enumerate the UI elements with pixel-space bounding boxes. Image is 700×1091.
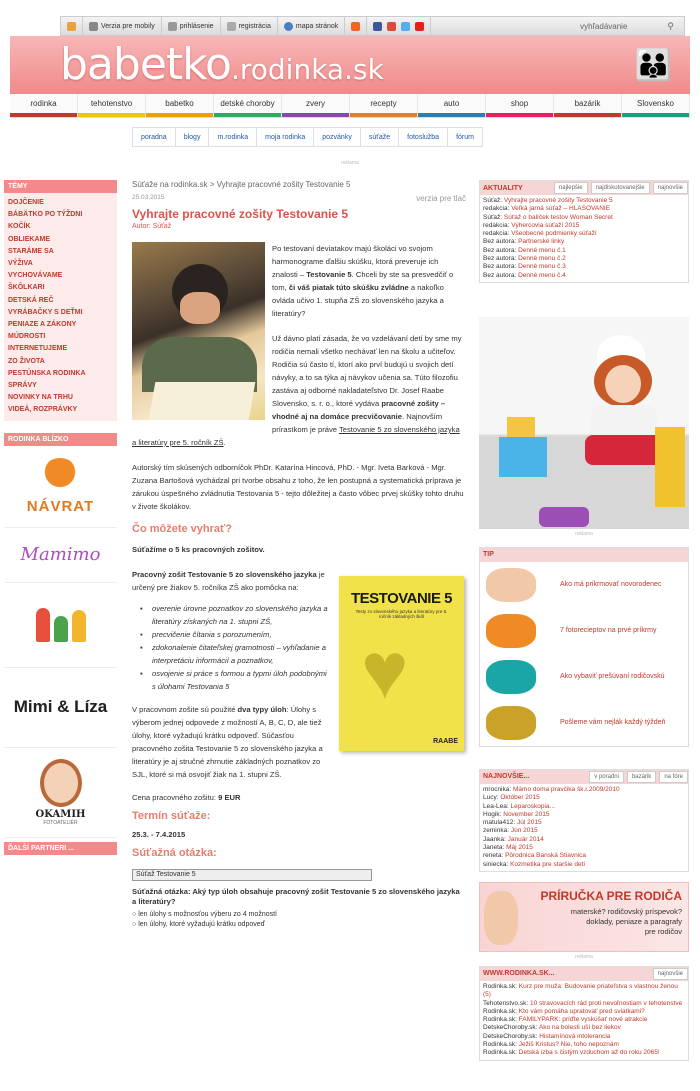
nav-color-bar — [78, 113, 145, 117]
win-heading: Čo môžete vyhrať? — [132, 523, 233, 535]
newest-item: siniecka: Kozmetika pre staršie deti — [483, 860, 585, 868]
bullet-icon: ▪ — [140, 604, 143, 613]
main-nav-item-4[interactable]: zvery — [282, 94, 350, 117]
purpose-item: ▪ zdokonalenie čitateľskej gramotnosti – vyhľadanie a interpretáciu informácií a poznatkov, — [140, 643, 326, 665]
topic-link-1[interactable]: BÁBÄTKO PO TÝŽDNI — [8, 211, 83, 219]
newest-item: Lea-Lea: Leparoskopia... — [483, 802, 555, 810]
globe-icon — [284, 22, 293, 31]
nav-color-bar — [350, 113, 417, 117]
login-link[interactable]: prihlásenie — [162, 17, 221, 35]
sub-nav-item-1[interactable]: blogy — [175, 127, 210, 147]
topic-link-7[interactable]: ŠKÔLKARI — [8, 284, 45, 292]
topic-link-8[interactable]: DETSKÁ REČ — [8, 296, 54, 304]
partner-okamih[interactable]: OKAMIH FOTOATELIÉR — [4, 748, 117, 838]
answer-options — [132, 910, 466, 930]
home-icon — [67, 22, 76, 31]
partner-navrat[interactable]: NÁVRAT — [4, 446, 117, 528]
nav-color-bar — [622, 113, 689, 117]
user-icon — [168, 22, 177, 31]
pencil-icon — [227, 22, 236, 31]
family-silhouette-icon: 👪 — [634, 49, 672, 82]
article-title: Vyhrajte pracovné zošity Testovanie 5 — [132, 207, 349, 221]
okamih-face-icon — [40, 759, 82, 807]
news-item: Súťaž: Súťaž o balíček testov Woman Secret — [483, 213, 613, 221]
topic-link-13[interactable]: ZO ŽIVOTA — [8, 357, 45, 365]
newest-tab-1[interactable]: bazárik — [627, 771, 656, 783]
newest-item: Lucy: Október 2015 — [483, 794, 540, 802]
tip-box — [479, 547, 689, 747]
more-partners-heading[interactable]: ĎALŠÍ PARTNERI ... — [4, 842, 117, 855]
ad-label: reklama — [341, 160, 359, 166]
paragraph-task-types: V pracovnom zošite sú použité dva typy úloh: Úlohy s výberom jednej odpovede z možností A, B, C, D, ale tiež úlohy, ktoré vyžadujú krátku odpoveď. Súčasťou pracovného zošita Testovanie 5 zo slovenského jazyka a literatúry je aj stručné zhrnutie základných poznatkov zo SJL, ktoré si má osvojiť žiak na 1. stupni ZŠ. — [132, 705, 323, 779]
news-item: Súťaž: Vyhrajte pracovné zošity Testovanie 5 — [483, 197, 613, 204]
site-header — [10, 36, 690, 94]
purpose-item: ▪ precvičenie čítania s porozumením, — [140, 630, 272, 639]
newest-item: Janeta: Máj 2015 — [483, 844, 533, 852]
register-link[interactable]: registrácia — [221, 17, 278, 35]
topic-link-6[interactable]: VYCHOVÁVAME — [8, 272, 63, 280]
sub-nav-item-2[interactable]: m.rodinka — [208, 127, 257, 147]
web-item: Rodinka.sk: FAMILYPARK: príďte vyskúšať nové atrakcie — [483, 1016, 648, 1024]
parent-guide-banner[interactable]: PRÍRUČKA PRE RODIČA materské? rodičovský príspevok? doklady, peniaze a paragrafy pre rodičov — [479, 882, 689, 952]
tip-image-icon — [486, 614, 536, 648]
newest-item: Hogik: November 2015 — [483, 810, 550, 818]
product-link[interactable]: Testovanie 5 zo slovenského jazyka a literatúry pre 5. ročník ZŠ — [132, 425, 460, 447]
radio-icon[interactable]: ○ — [132, 921, 139, 928]
nav-color-bar — [486, 113, 553, 117]
newest-box — [479, 769, 689, 872]
navrat-logo-icon — [40, 458, 80, 498]
main-nav-item-6[interactable]: auto — [418, 94, 486, 117]
topic-link-5[interactable]: VÝŽIVA — [8, 260, 33, 268]
twitter-icon[interactable] — [401, 22, 410, 31]
partner-mamimo[interactable]: Mamimo — [4, 528, 117, 583]
web-tab-newest[interactable]: najnovšie — [653, 968, 688, 980]
article — [132, 180, 466, 930]
topic-link-4[interactable]: STARÁME SA — [8, 247, 54, 255]
topic-link-17[interactable]: VIDEÁ, ROZPRÁVKY — [8, 406, 78, 414]
paragraph-purpose: Pracovný zošit Testovanie 5 zo slovenského jazyka je určený pre žiakov 5. ročníka ZŠ ako pomôcka na: — [132, 570, 325, 592]
purpose-item: ▪ overenie úrovne poznatkov zo slovenského jazyka a literatúry získaných na 1. stupni ZŠ, — [140, 604, 328, 626]
newest-item: reneta: Pôrodnica Banská Štiavnica — [483, 852, 586, 860]
main-nav-item-1[interactable]: tehotenstvo — [78, 94, 146, 117]
sub-nav-item-0[interactable]: poradna — [132, 127, 176, 147]
tip-heading: TIP — [480, 548, 688, 562]
win-text: Súťažíme o 5 ks pracovných zošitov. — [132, 545, 265, 554]
search-box[interactable]: vyhľadávanie ⚲ — [580, 20, 674, 31]
news-heading: AKTUALITY — [483, 184, 523, 192]
web-item: DetskeChoroby.sk: Ako na bolesti uší bez liekov — [483, 1024, 621, 1032]
answer-option[interactable]: ○ len úlohy, ktoré vyžadujú krátku odpoveď — [132, 921, 265, 928]
question-heading: Súťažná otázka: — [132, 847, 217, 859]
sub-nav-item-4[interactable]: pozvánky — [313, 127, 361, 147]
tip-item[interactable]: Ako má prikrmovať novorodenec — [480, 562, 688, 608]
purpose-item: ▪ osvojenie si práce s formou a typmi úloh podobnými s úlohami Testovania 5 — [140, 669, 327, 691]
topic-link-9[interactable]: VYRÁBAČKY S DEŤMI — [8, 308, 83, 316]
partner-musicians[interactable] — [4, 583, 117, 668]
newest-tab-2[interactable]: na fóre — [659, 771, 688, 783]
bullet-icon: ▪ — [140, 669, 143, 678]
price-line: Cena pracovného zošitu: 9 EUR — [132, 793, 241, 802]
paragraph-intro: Po testovaní deviatakov majú školáci vo svojom harmonograme ďalšiu skúšku, ktorá preveruje ich znalosti – Testovanie 5. Chceli by ste sa presvedčiť o tom, či váš piatak túto skúšku zvládne a nakoľko ovláda učivo 1. stupňa ZŠ zo slovenského jazyka a literatúry? — [272, 244, 454, 318]
sitemap-link[interactable]: mapa stránok — [278, 17, 345, 35]
left-column — [4, 180, 117, 855]
term-dates: 25.3. - 7.4.2015 — [132, 830, 186, 839]
contest-question: Súťažná otázka: Aký typ úloh obsahuje pracovný zošit Testovanie 5 zo slovenského jazyka a literatúry? — [132, 887, 460, 906]
term-heading: Termín súťaže: — [132, 810, 211, 822]
topic-link-10[interactable]: PENIAZE A ZÁKONY — [8, 321, 77, 329]
article-date: 25.03.2015 — [132, 194, 165, 201]
partner-mimi-liza[interactable]: Mimi & Líza — [4, 668, 117, 748]
main-nav-item-9[interactable]: Slovensko — [622, 94, 690, 117]
nav-color-bar — [418, 113, 485, 117]
topic-link-15[interactable]: SPRÁVY — [8, 382, 37, 390]
newest-item: Jaanka: Január 2014 — [483, 835, 544, 843]
news-tab-1[interactable]: najdiskutovanejšie — [591, 182, 650, 194]
bullet-icon: ▪ — [140, 643, 143, 652]
sub-nav-item-6[interactable]: fotoslužba — [398, 127, 448, 147]
sub-nav-item-5[interactable]: súťaže — [360, 127, 399, 147]
main-nav — [10, 94, 690, 118]
social-icons — [367, 17, 431, 35]
news-box — [479, 180, 689, 283]
tip-image-icon — [486, 706, 536, 740]
sub-nav — [132, 127, 482, 147]
top-bar — [60, 16, 685, 36]
news-item: Bez autora: Denné menu č.1 — [483, 246, 566, 254]
main-nav-item-3[interactable]: detské choroby — [214, 94, 282, 117]
nav-color-bar — [282, 113, 349, 117]
main-nav-item-5[interactable]: recepty — [350, 94, 418, 117]
mobile-icon — [89, 22, 98, 31]
topic-link-3[interactable]: OBLIEKAME — [8, 235, 50, 243]
search-icon[interactable]: ⚲ — [667, 20, 674, 31]
topic-link-14[interactable]: PESTÚNSKA RODINKA — [8, 369, 86, 377]
tip-item[interactable]: Pošleme vám nejlák každý týždeň — [480, 700, 688, 746]
news-tab-0[interactable]: najlepšie — [554, 182, 588, 194]
musicians-illustration-icon — [36, 608, 86, 642]
answer-option[interactable]: ○ len úlohy s možnosťou výberu zo 4 možností — [132, 911, 277, 918]
rss-icon — [351, 22, 360, 31]
news-tab-2[interactable]: najnovšie — [653, 182, 688, 194]
main-nav-item-7[interactable]: shop — [486, 94, 554, 117]
rss-button[interactable] — [345, 17, 367, 35]
mobile-version-link[interactable]: Verzia pre mobily — [83, 17, 162, 35]
main-nav-item-8[interactable]: bazárik — [554, 94, 622, 117]
tip-image-icon — [486, 660, 536, 694]
newest-item: mrocnika: Mámo doma pravčika šk.r.2009/2010 — [483, 785, 620, 793]
web-item: Rodinka.sk: Kto vám pomáha upratovať pred sviatkami? — [483, 1007, 645, 1015]
newest-item: matula412: Júl 2015 — [483, 819, 542, 827]
topic-link-0[interactable]: DOJČENIE — [8, 199, 44, 206]
topic-link-2[interactable]: KOČÍK — [8, 223, 31, 231]
radio-icon[interactable]: ○ — [132, 911, 139, 918]
home-button[interactable] — [61, 17, 83, 35]
main-nav-item-0[interactable]: rodinka — [10, 94, 78, 117]
topic-link-16[interactable]: NOVINKY NA TRHU — [8, 394, 73, 402]
sub-nav-item-3[interactable]: moja rodinka — [256, 127, 314, 147]
tip-item[interactable]: Ako vybaviť prešúvaní rodičovskú — [480, 654, 688, 700]
paragraph-authors: Autorský tím skúsených odborníčok PhDr. Katarína Hincová, PhD. - Mgr. Iveta Barková - Mgr. Zuzana Bartošová vychádzal pri tvorbe obsahu z toho, že len postupná a systematická príprava je zárukou úspešného zvládnutia Testovania 5 - tejto dôležitej a často vôbec prvej skúšky tohto druhu v živote školákov. — [132, 463, 464, 511]
newest-tab-0[interactable]: v poradni — [589, 771, 624, 783]
purpose-list — [140, 602, 466, 693]
topic-link-12[interactable]: INTERNETUJEME — [8, 345, 68, 353]
contest-select[interactable]: Súťaž Testovanie 5 — [132, 869, 372, 881]
web-item: Rodinka.sk: Detská izba s čistým vzduchom až do roku 2065! — [483, 1049, 660, 1057]
right-column: AKTUALITY najlepšie najdiskutovanejšie najnovšie Súťaž: Vyhrajte pracovné zošity Testovanie 5 redakcia: Veľká jarná súťaž – HLASOVANIE Súťaž: Súťaž o balíček testov Woman Secret redakcia: Výhercovia súťaží 2015 redakcia: Všeobecné podmienky súťaží Bez autora: Partnerské linky Bez autora: Denné menu č.1 Bez autora: Denné menu č.2 Bez autora: Denné menu č.3 Bez autora: Denné menu č.4 reklama TIP Ako má prikrmovať novorodenec 7 fotorecieptov na prvé príkrmy Ako vybaviť prešúvaní rodičovskú Pošleme vám nejlák každý týždeň NAJNOVŠIE... v poradni bazárik na fóre mrocnika: Mámo doma pravčika šk.r.2009/2010 Lucy: Október 2015 Lea-Lea: Leparoskopia... Hogik: November 2015 matula412: Júl 2015 zeminka: Jún 2015 Jaanka: Január 2014 Janeta: Máj 2015 reneta: Pôrodnica Banská Štiavnica siniecka: Kozmetika pre staršie deti PRÍRUČKA PRE RODIČA materské? rodičovský príspevok? doklady, peniaze a paragrafy pre rodičov reklama WWW.RODINKA.SK... najnovšie Rodinka.sk: Kurz pre muža: Budovanie priateľstva s vlastnou ženou (5) Tehotenstvo.sk: 10 stravovacích rád proti nevoľnostiam v tehotenstve Rodinka.sk: Kto vám pomáha upratovať pred sviatkami? Rodinka.sk: FAMILYPARK: príďte vyskúšať nové atrakcie DetskeChoroby.sk: Ako na bolesti uší bez liekov DetskeChoroby.sk: Histamínová intolerancia Rodinka.sk: Ježiš Kristus? Nie, toho nepoznám Rodinka.sk: Detská izba s čistým vzduchom až do roku 2065! — [479, 180, 689, 1061]
heart-icon: ♥ — [361, 626, 409, 715]
web-box — [479, 966, 689, 1061]
news-item: Bez autora: Partnerské linky — [483, 238, 565, 246]
news-item: redakcia: Výhercovia súťaží 2015 — [483, 221, 580, 229]
site-logo[interactable]: babetko.rodinka.sk — [60, 39, 384, 90]
bullet-icon: ▪ — [140, 630, 143, 639]
web-item: Rodinka.sk: Ježiš Kristus? Nie, toho nepoznám — [483, 1041, 619, 1049]
news-item: Bez autora: Denné menu č.2 — [483, 255, 566, 263]
breadcrumb[interactable]: Súťaže na rodinka.sk > Vyhrajte pracovné zošity Testovanie 5 — [132, 180, 351, 189]
web-item: Tehotenstvo.sk: 10 stravovacích rád proti nevoľnostiam v tehotenstve — [483, 999, 683, 1007]
tip-image-icon — [486, 568, 536, 602]
news-item: redakcia: Veľká jarná súťaž – HLASOVANIE — [483, 205, 611, 213]
main-nav-item-2[interactable]: babetko — [146, 94, 214, 117]
nav-color-bar — [10, 113, 77, 117]
baby-icon — [484, 891, 518, 945]
book-cover: TESTOVANIE 5 Testy zo slovenského jazyka a literatúry pre 5. ročník základných škôl ♥ RAABE — [339, 576, 464, 751]
facebook-icon[interactable] — [373, 22, 382, 31]
child-writing-photo — [132, 242, 265, 420]
youtube-icon[interactable] — [415, 22, 424, 31]
web-item: Rodinka.sk: Kurz pre muža: Budovanie priateľstva s vlastnou ženou (5) — [483, 982, 678, 999]
news-item: Bez autora: Denné menu č.3 — [483, 263, 566, 271]
paragraph-philosophy: Už dávno platí zásada, že vo vzdelávaní detí by sme my rodičia nemali všetko nechávať len na školu a učiteľov. Rodičia sú často tí, ktorí ako prví budujú u svojich detí návyky, a to sa týka aj návykov učenia sa. Túto filozofiu zastáva aj odborné nakladateľstvo Dr. Josef Raabe Slovensko, s. r. o., ktoré vydáva pracovné zošity – vhodné aj na domáce precvičovanie. Najnovším prírastkom je práve Testovanie 5 zo slovenského jazyka a literatúry pre 5. ročník ZŠ. — [132, 334, 462, 447]
article-body — [132, 242, 466, 930]
nav-color-bar — [554, 113, 621, 117]
nav-color-bar — [146, 113, 213, 117]
tip-item[interactable]: 7 fotorecieptov na prvé príkrmy — [480, 608, 688, 654]
topics-heading: TÉMY — [4, 180, 117, 193]
article-author[interactable]: Autor: Súťaž — [132, 223, 172, 230]
family-heading: RODINKA BLÍZKO — [4, 433, 117, 446]
newest-item: zeminka: Jún 2015 — [483, 827, 538, 835]
nav-color-bar — [214, 113, 281, 117]
news-item: Bez autora: Denné menu č.4 — [483, 271, 566, 279]
news-item: redakcia: Všeobecné podmienky súťaží — [483, 230, 597, 238]
googleplus-icon[interactable] — [387, 22, 396, 31]
girl-illustration[interactable] — [479, 317, 689, 529]
print-version-link[interactable]: verzia pre tlač — [416, 194, 466, 203]
web-heading: WWW.RODINKA.SK... — [483, 970, 555, 978]
topic-link-11[interactable]: MÚDROSTI — [8, 333, 46, 341]
sub-nav-item-7[interactable]: fórum — [447, 127, 483, 147]
web-item: DetskeChoroby.sk: Histamínová intolerancia — [483, 1032, 611, 1040]
topics-menu — [4, 193, 117, 421]
newest-heading: NAJNOVŠIE... — [483, 773, 530, 781]
